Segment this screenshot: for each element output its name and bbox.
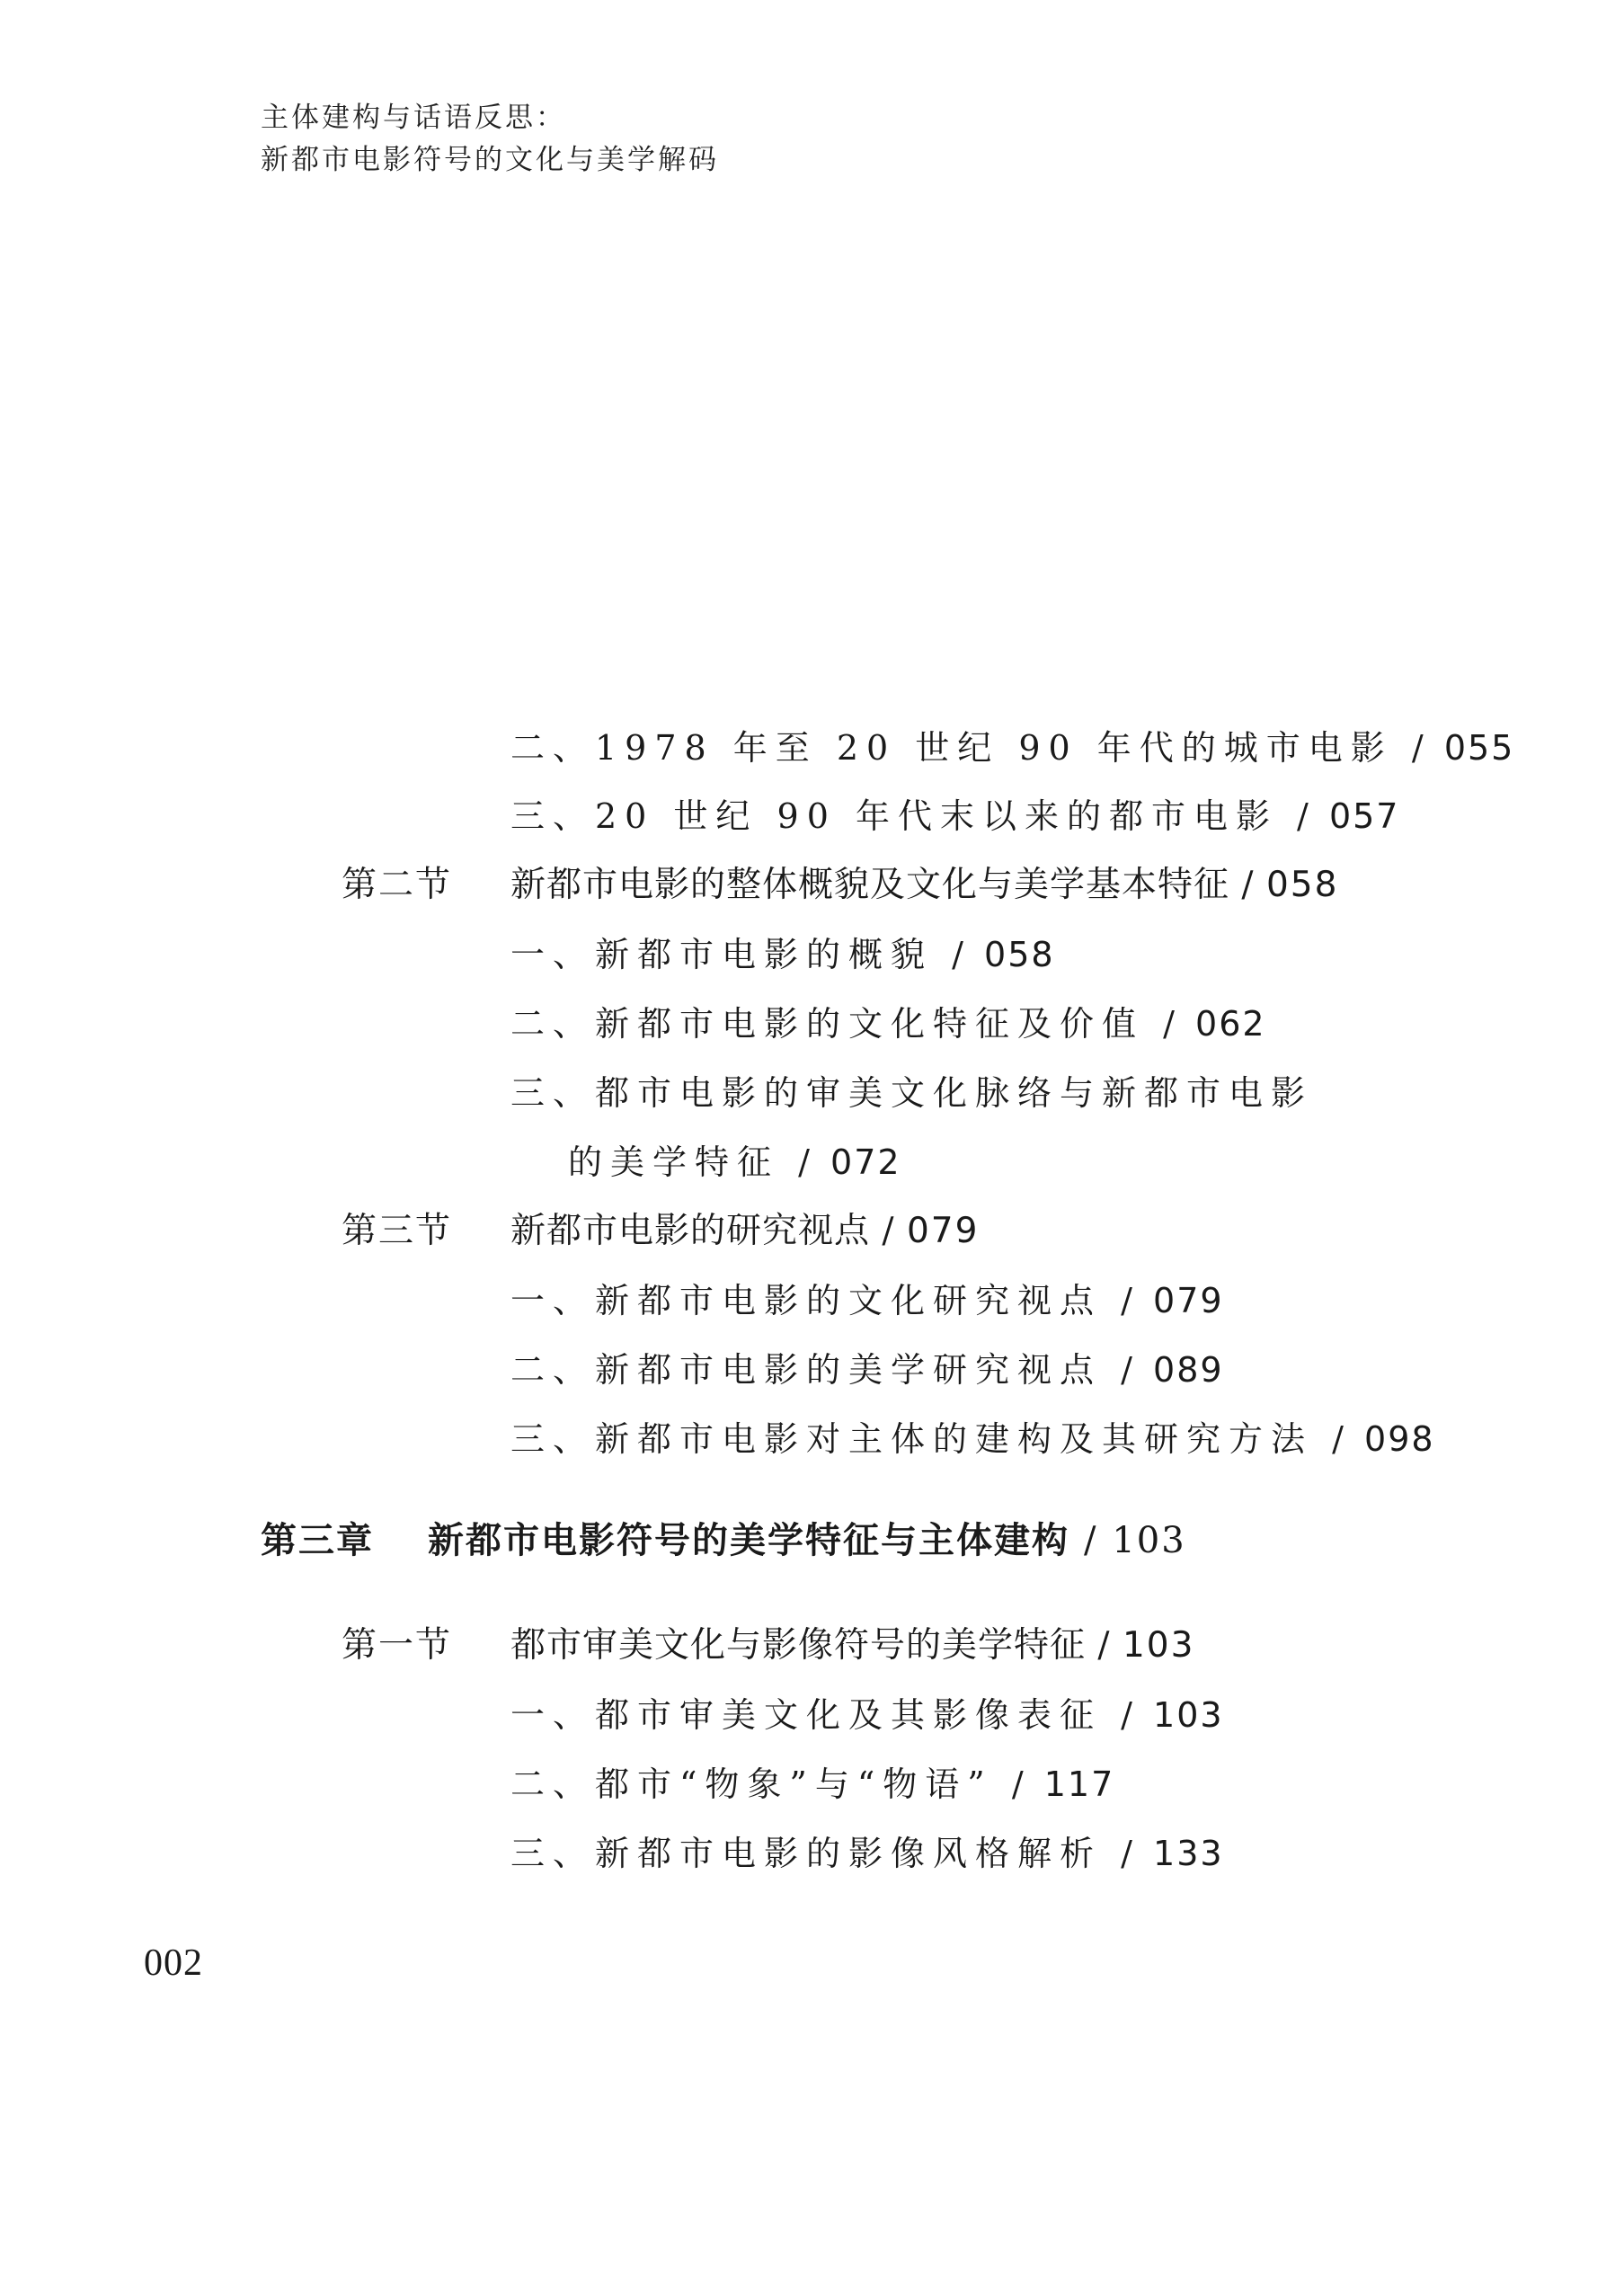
toc-item-title: 二、都市“物象”与“物语” [510, 1764, 993, 1804]
toc-page-number: 058 [984, 935, 1055, 974]
toc-separator: / [1121, 1695, 1134, 1735]
toc-section [342, 1624, 1194, 1667]
toc-page-number: 072 [830, 1142, 901, 1182]
toc-page-number: 098 [1364, 1419, 1435, 1459]
toc-page-number: 103 [1112, 1520, 1186, 1561]
toc-section-title: 新都市电影的研究视点 [510, 1211, 871, 1251]
toc-page-number: 089 [1153, 1350, 1224, 1390]
toc-item [510, 933, 1055, 976]
toc-separator: / [1097, 1625, 1111, 1666]
toc-separator: / [1411, 728, 1425, 768]
toc-page-number: 117 [1043, 1764, 1115, 1804]
toc-page-number: 103 [1122, 1625, 1195, 1666]
toc-item [510, 1418, 1435, 1461]
toc-item-title: 三、20 世纪 90 年代末以来的都市电影 [510, 796, 1278, 836]
running-head-line-1: 主体建构与话语反思： [261, 102, 566, 134]
toc-chapter [261, 1519, 1186, 1562]
toc-separator: / [882, 1211, 895, 1251]
toc-page-number: 133 [1153, 1834, 1224, 1873]
toc-separator: / [1163, 1004, 1176, 1044]
toc-item [510, 1279, 1224, 1322]
toc-section-label: 第二节 [342, 865, 453, 905]
toc-section-title: 新都市电影的整体概貌及文化与美学基本特征 [510, 865, 1230, 905]
toc-page-number: 062 [1195, 1004, 1266, 1044]
toc-page-number: 079 [1153, 1281, 1224, 1320]
running-head [261, 97, 719, 182]
toc-page-number: 103 [1153, 1695, 1224, 1735]
toc-separator: / [1121, 1834, 1134, 1873]
toc-item [510, 795, 1399, 838]
toc-section [342, 1210, 979, 1253]
toc-item [510, 1348, 1224, 1391]
page-number: 002 [144, 1942, 203, 1984]
toc-item-continuation [568, 1141, 901, 1184]
toc-item-title: 三、新都市电影的影像风格解析 [510, 1834, 1103, 1873]
toc-page-number: 055 [1443, 728, 1515, 768]
toc-chapter-label: 第三章 [261, 1520, 374, 1561]
toc-separator: / [1297, 796, 1310, 836]
toc-section-label: 第三节 [342, 1211, 453, 1251]
toc-chapter-title: 新都市电影符号的美学特征与主体建构 [428, 1520, 1069, 1561]
toc-item-title: 一、新都市电影的文化研究视点 [510, 1281, 1103, 1320]
toc-item-title: 一、新都市电影的概貌 [510, 935, 934, 974]
toc-item-title: 二、1978 年至 20 世纪 90 年代的城市电影 [510, 728, 1393, 768]
toc-item-title: 二、新都市电影的文化特征及价值 [510, 1004, 1145, 1044]
running-head-line-2: 新都市电影符号的文化与美学解码 [261, 144, 719, 176]
toc-item [510, 1071, 1313, 1115]
toc-separator: / [1241, 865, 1255, 905]
toc-item-title: 三、都市电影的审美文化脉络与新都市电影 [510, 1073, 1314, 1113]
toc-separator: / [952, 935, 965, 974]
toc-item-title: 一、都市审美文化及其影像表征 [510, 1695, 1103, 1735]
toc-section-title: 都市审美文化与影像符号的美学特征 [510, 1625, 1087, 1666]
toc-item-title: 的美学特征 [568, 1142, 780, 1182]
toc-item [510, 726, 1514, 769]
toc-item [510, 1693, 1224, 1737]
toc-item-title: 三、新都市电影对主体的建构及其研究方法 [510, 1419, 1314, 1459]
toc-separator: / [1121, 1350, 1134, 1390]
toc-separator: / [1083, 1520, 1098, 1561]
toc-separator: / [1121, 1281, 1134, 1320]
toc-separator: / [798, 1142, 812, 1182]
toc-separator: / [1332, 1419, 1345, 1459]
toc-section [342, 864, 1338, 907]
toc-item [510, 1763, 1114, 1806]
toc-item [510, 1002, 1266, 1045]
toc-page-number: 057 [1328, 796, 1400, 836]
toc-section-label: 第一节 [342, 1625, 453, 1666]
toc-item-title: 二、新都市电影的美学研究视点 [510, 1350, 1103, 1390]
toc-page-number: 079 [906, 1211, 980, 1251]
toc-page-number: 058 [1265, 865, 1339, 905]
toc-item [510, 1832, 1224, 1875]
toc-separator: / [1011, 1764, 1025, 1804]
